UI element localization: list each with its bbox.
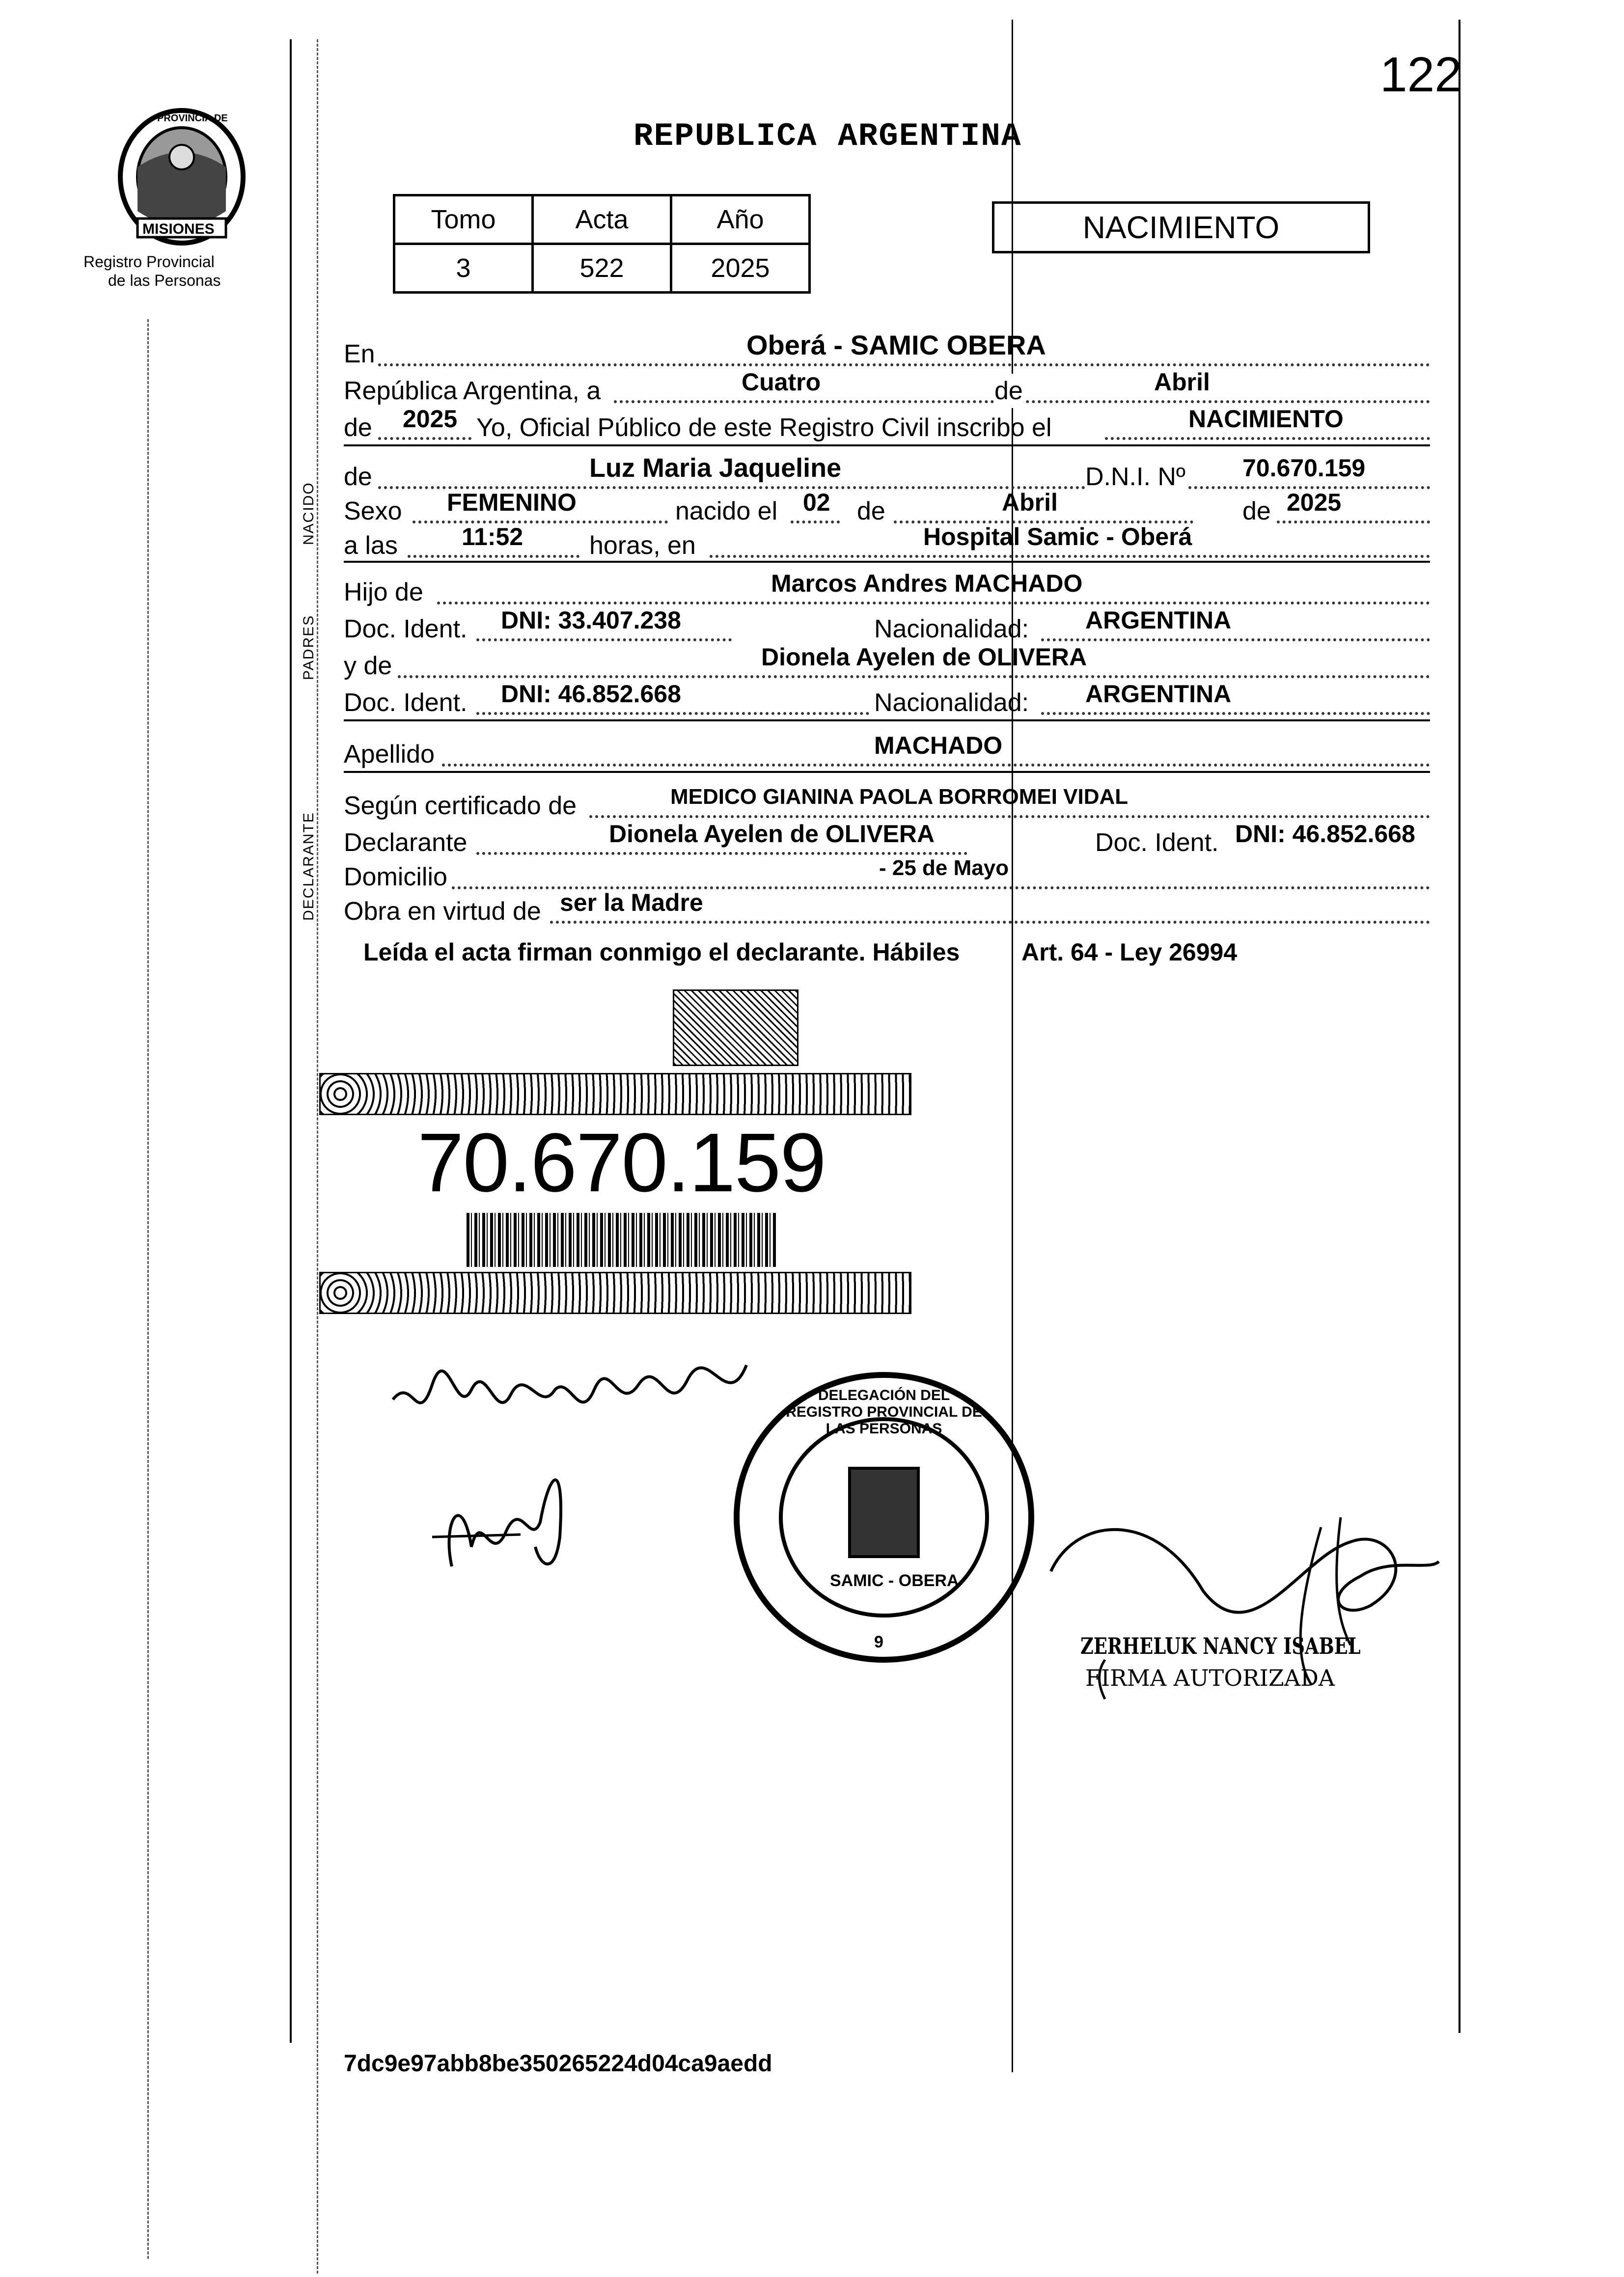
value-certificado: MEDICO GIANINA PAOLA BORROMEI VIDAL — [670, 785, 1129, 809]
reference-values-row — [394, 244, 810, 293]
label-nacionalidad: Nacionalidad: — [874, 688, 1029, 717]
tomo-value: 3 — [394, 244, 533, 293]
security-pattern — [673, 989, 798, 1066]
official-role: FIRMA AUTORIZADA — [1085, 1665, 1335, 1691]
left-margin-line — [290, 39, 292, 2043]
value-lugar-nac: Hospital Samic - Oberá — [923, 523, 1192, 550]
outer-dashed-line — [147, 319, 149, 2259]
signature-icon — [422, 1449, 579, 1586]
label-dni: D.N.I. Nº — [1085, 463, 1185, 491]
label-obra: Obra en virtud de — [344, 897, 541, 926]
seal-text-bottom: MISIONES — [142, 221, 215, 237]
stamp-text-bottom: SAMIC - OBERA — [830, 1571, 959, 1590]
value-madre: Dionela Ayelen de OLIVERA — [761, 643, 1087, 671]
registry-name-line1: Registro Provincial — [83, 253, 215, 271]
anio-value: 2025 — [671, 244, 810, 293]
label-sexo: Sexo — [344, 497, 402, 525]
dotted-line — [442, 764, 1430, 767]
dotted-line — [791, 521, 840, 523]
label-domicilio: Domicilio — [344, 863, 447, 891]
reference-header-row — [394, 195, 810, 244]
row-domicilio — [344, 856, 1430, 896]
value-dia-texto: Cuatro — [742, 368, 821, 396]
label-de: de — [344, 413, 372, 442]
dotted-line — [378, 363, 1430, 366]
col-anio: Año — [671, 195, 810, 244]
dotted-line — [1277, 521, 1430, 523]
page-number: 122 — [1380, 47, 1462, 102]
label-doc-ident: Doc. Ident. — [344, 615, 468, 643]
label-certificado: Según certificado de — [344, 792, 577, 820]
province-seal — [108, 103, 255, 250]
acta-value: 522 — [533, 244, 671, 293]
official-stamp — [727, 1365, 1041, 1670]
pattern-strip-bottom — [319, 1272, 911, 1314]
value-sexo: FEMENINO — [447, 489, 577, 516]
center-fold-line — [1012, 20, 1013, 2072]
value-madre-doc: DNI: 46.852.668 — [501, 680, 681, 708]
stamp-number: 9 — [874, 1633, 883, 1651]
dotted-line — [1041, 712, 1430, 715]
row-inscripcion — [344, 405, 1430, 447]
barcode — [467, 1213, 776, 1267]
dotted-line — [378, 437, 471, 440]
dotted-line — [710, 555, 1430, 558]
side-label-padres: PADRES — [301, 614, 317, 680]
label-hijo: Hijo de — [344, 578, 423, 606]
label-horas-en: horas, en — [589, 531, 696, 560]
row-madre-doc — [344, 680, 1430, 722]
label-alas: a las — [344, 531, 398, 560]
dotted-line — [1105, 437, 1430, 440]
label-apellido: Apellido — [344, 740, 435, 768]
label-de: de — [857, 497, 885, 525]
row-hora — [344, 523, 1430, 565]
value-declarante: Dionela Ayelen de OLIVERA — [609, 820, 935, 848]
record-type-box: NACIMIENTO — [992, 201, 1370, 253]
legal-note-right: Art. 64 - Ley 26994 — [1021, 938, 1238, 966]
dotted-line — [413, 521, 668, 523]
row-place — [344, 329, 1430, 373]
value-domicilio: - 25 de Mayo — [879, 856, 1009, 880]
value-declarante-doc: DNI: 46.852.668 — [1235, 820, 1415, 848]
stamp-text-top: DELEGACIÓN DEL REGISTRO PROVINCIAL DE LAS PERSONAS — [786, 1387, 982, 1437]
value-apellido: MACHADO — [874, 732, 1003, 759]
value-padre-nac: ARGENTINA — [1085, 606, 1232, 634]
reference-table — [393, 194, 811, 294]
value-dia-nac: 02 — [803, 489, 830, 516]
label-y-de: y de — [344, 652, 392, 680]
label-doc-ident-2: Doc. Ident. — [1095, 828, 1219, 857]
label-de: de — [1242, 497, 1271, 525]
value-anio-registro: 2025 — [403, 405, 458, 433]
col-acta: Acta — [533, 195, 671, 244]
row-apellido — [344, 732, 1430, 773]
declarant-signature — [422, 1449, 579, 1586]
dotted-line — [408, 555, 579, 558]
registry-name-line2: de las Personas — [108, 272, 221, 289]
value-obra: ser la Madre — [560, 889, 703, 916]
value-padre-doc: DNI: 33.407.238 — [501, 606, 681, 634]
dotted-line — [1041, 638, 1430, 641]
value-lugar: Oberá - SAMIC OBERA — [746, 329, 1046, 360]
value-mes-registro: Abril — [1154, 368, 1210, 396]
dotted-line — [476, 638, 732, 641]
label-republica: República Argentina, a — [344, 377, 601, 405]
label-nacido: nacido el — [675, 497, 778, 525]
side-label-nacido: NACIDO — [301, 482, 317, 545]
value-mes-nac: Abril — [1002, 489, 1058, 516]
document-title: REPUBLICA ARGENTINA — [633, 118, 1022, 155]
label-declarante: Declarante — [344, 828, 468, 857]
value-dni: 70.670.159 — [1242, 454, 1366, 482]
value-hora: 11:52 — [462, 523, 523, 550]
value-padre: Marcos Andres MACHADO — [771, 570, 1083, 597]
value-tipo-inscripcion: NACIMIENTO — [1188, 405, 1344, 433]
label-de: de — [994, 374, 1023, 408]
value-madre-nac: ARGENTINA — [1085, 680, 1232, 708]
legal-note-left: Leída el acta firman conmigo el declarante. Hábiles — [363, 938, 960, 966]
document-hash: 7dc9e97abb8be350265224d04ca9aedd — [344, 2051, 772, 2077]
pattern-strip-top — [319, 1073, 911, 1115]
right-margin-line — [1459, 20, 1460, 2033]
id-number: 70.670.159 — [417, 1116, 826, 1209]
dotted-line — [476, 712, 869, 715]
seal-text-top: PROVINCIA DE — [157, 113, 228, 124]
value-nombre: Luz Maria Jaqueline — [589, 453, 842, 483]
left-dashed-line — [317, 39, 318, 2274]
value-anio-nac: 2025 — [1287, 489, 1342, 516]
dotted-line — [550, 921, 1430, 924]
label-en: En — [344, 340, 375, 368]
official-name: ZERHELUK NANCY ISABEL — [1080, 1633, 1361, 1659]
side-label-declarante: DECLARANTE — [301, 812, 317, 921]
father-signature — [383, 1355, 756, 1454]
col-tomo: Tomo — [394, 195, 533, 244]
label-oficial: Yo, Oficial Público de este Registro Civil inscribo el — [476, 413, 1052, 442]
label-doc-ident: Doc. Ident. — [344, 688, 468, 717]
label-nacionalidad: Nacionalidad: — [874, 615, 1029, 643]
row-obra — [344, 889, 1430, 931]
label-de: de — [344, 463, 372, 491]
